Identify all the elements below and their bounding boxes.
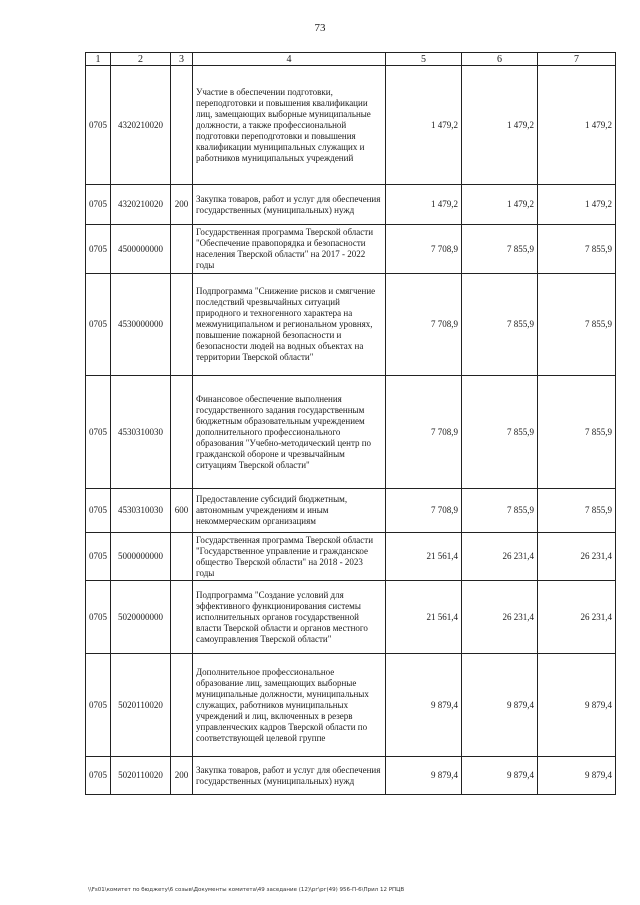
header-col-1: 1	[86, 53, 111, 66]
amount-col-7: 7 855,9	[538, 489, 616, 533]
table-row	[86, 533, 616, 581]
expense-type	[171, 376, 193, 489]
budget-table	[85, 52, 616, 795]
amount-col-6: 7 855,9	[462, 376, 538, 489]
table-row	[86, 489, 616, 533]
expense-type: 600	[171, 489, 193, 533]
amount-col-7: 26 231,4	[538, 533, 616, 581]
item-name: Участие в обеспечении подготовки, переподготовки и повышения квалификации лиц, замещающих выборные муниципальные должности, а также профессиональной подготовки переподготовки и повышения квалификации муниципальных служащих и работников муниципальных учреждений	[193, 66, 386, 185]
item-name: Закупка товаров, работ и услуг для обеспечения государственных (муниципальных) нужд	[193, 185, 386, 225]
table-row	[86, 376, 616, 489]
section-code: 0705	[86, 654, 111, 757]
target-code: 5020110020	[111, 757, 171, 795]
section-code: 0705	[86, 376, 111, 489]
header-col-2: 2	[111, 53, 171, 66]
section-code: 0705	[86, 533, 111, 581]
table-row	[86, 654, 616, 757]
amount-col-7: 1 479,2	[538, 185, 616, 225]
expense-type	[171, 225, 193, 274]
amount-col-5: 1 479,2	[386, 185, 462, 225]
target-code: 4320210020	[111, 66, 171, 185]
target-code: 4530310030	[111, 376, 171, 489]
target-code: 5020110020	[111, 654, 171, 757]
file-path-footer: \\Fs01\комитет по бюджету\6 созыв\Документы комитета\49 заседание (12)\рг\рг(49) 956-П-6\Прил 12 РПЦВ	[88, 887, 405, 893]
amount-col-5: 21 561,4	[386, 533, 462, 581]
target-code: 4320210020	[111, 185, 171, 225]
amount-col-7: 7 855,9	[538, 376, 616, 489]
amount-col-5: 1 479,2	[386, 66, 462, 185]
header-row	[86, 53, 616, 66]
section-code: 0705	[86, 66, 111, 185]
item-name: Подпрограмма "Создание условий для эффективного функционирования системы исполнительных органов государственной власти Тверской области и органов местного самоуправления Тверской области"	[193, 581, 386, 654]
amount-col-6: 7 855,9	[462, 225, 538, 274]
table-row	[86, 274, 616, 376]
amount-col-7: 9 879,4	[538, 757, 616, 795]
amount-col-7: 9 879,4	[538, 654, 616, 757]
amount-col-6: 9 879,4	[462, 654, 538, 757]
header-col-5: 5	[386, 53, 462, 66]
amount-col-5: 7 708,9	[386, 489, 462, 533]
section-code: 0705	[86, 274, 111, 376]
item-name: Предоставление субсидий бюджетным, автономным учреждениям и иным некоммерческим организациям	[193, 489, 386, 533]
header-col-4: 4	[193, 53, 386, 66]
table-row	[86, 225, 616, 274]
amount-col-6: 7 855,9	[462, 489, 538, 533]
table-row	[86, 581, 616, 654]
header-col-3: 3	[171, 53, 193, 66]
section-code: 0705	[86, 581, 111, 654]
expense-type	[171, 274, 193, 376]
section-code: 0705	[86, 757, 111, 795]
section-code: 0705	[86, 489, 111, 533]
expense-type: 200	[171, 185, 193, 225]
amount-col-5: 7 708,9	[386, 274, 462, 376]
item-name: Государственная программа Тверской области "Государственное управление и гражданское общество Тверской области" на 2018 - 2023 годы	[193, 533, 386, 581]
target-code: 5000000000	[111, 533, 171, 581]
expense-type	[171, 66, 193, 185]
expense-type	[171, 533, 193, 581]
amount-col-6: 9 879,4	[462, 757, 538, 795]
amount-col-6: 26 231,4	[462, 533, 538, 581]
amount-col-5: 7 708,9	[386, 376, 462, 489]
expense-type: 200	[171, 757, 193, 795]
section-code: 0705	[86, 225, 111, 274]
amount-col-5: 9 879,4	[386, 757, 462, 795]
target-code: 4530000000	[111, 274, 171, 376]
amount-col-7: 7 855,9	[538, 274, 616, 376]
page-number: 73	[314, 22, 326, 34]
amount-col-6: 26 231,4	[462, 581, 538, 654]
amount-col-5: 21 561,4	[386, 581, 462, 654]
amount-col-6: 7 855,9	[462, 274, 538, 376]
item-name: Государственная программа Тверской области "Обеспечение правопорядка и безопасности населения Тверской области" на 2017 - 2022 годы	[193, 225, 386, 274]
item-name: Закупка товаров, работ и услуг для обеспечения государственных (муниципальных) нужд	[193, 757, 386, 795]
amount-col-7: 7 855,9	[538, 225, 616, 274]
target-code: 5020000000	[111, 581, 171, 654]
amount-col-6: 1 479,2	[462, 185, 538, 225]
amount-col-5: 7 708,9	[386, 225, 462, 274]
table-row	[86, 757, 616, 795]
amount-col-5: 9 879,4	[386, 654, 462, 757]
target-code: 4530310030	[111, 489, 171, 533]
table-row	[86, 66, 616, 185]
header-col-6: 6	[462, 53, 538, 66]
item-name: Подпрограмма "Снижение рисков и смягчение последствий чрезвычайных ситуаций природного и техногенного характера на межмуниципальном и региональном уровнях, повышение пожарной безопасности и безопасности людей на водных объектах на территории Тверской области"	[193, 274, 386, 376]
item-name: Дополнительное профессиональное образование лиц, замещающих выборные муниципальные должности, муниципальных служащих, работников муниципальных учреждений и лиц, включенных в резерв управленческих кадров Тверской области по соответствующей целевой группе	[193, 654, 386, 757]
target-code: 4500000000	[111, 225, 171, 274]
amount-col-7: 1 479,2	[538, 66, 616, 185]
expense-type	[171, 654, 193, 757]
amount-col-6: 1 479,2	[462, 66, 538, 185]
amount-col-7: 26 231,4	[538, 581, 616, 654]
item-name: Финансовое обеспечение выполнения государственного задания государственным бюджетным образовательным учреждением дополнительного профессионального образования "Учебно-методический центр по гражданской обороне и чрезвычайным ситуациям Тверской области"	[193, 376, 386, 489]
table-row	[86, 185, 616, 225]
expense-type	[171, 581, 193, 654]
header-col-7: 7	[538, 53, 616, 66]
section-code: 0705	[86, 185, 111, 225]
